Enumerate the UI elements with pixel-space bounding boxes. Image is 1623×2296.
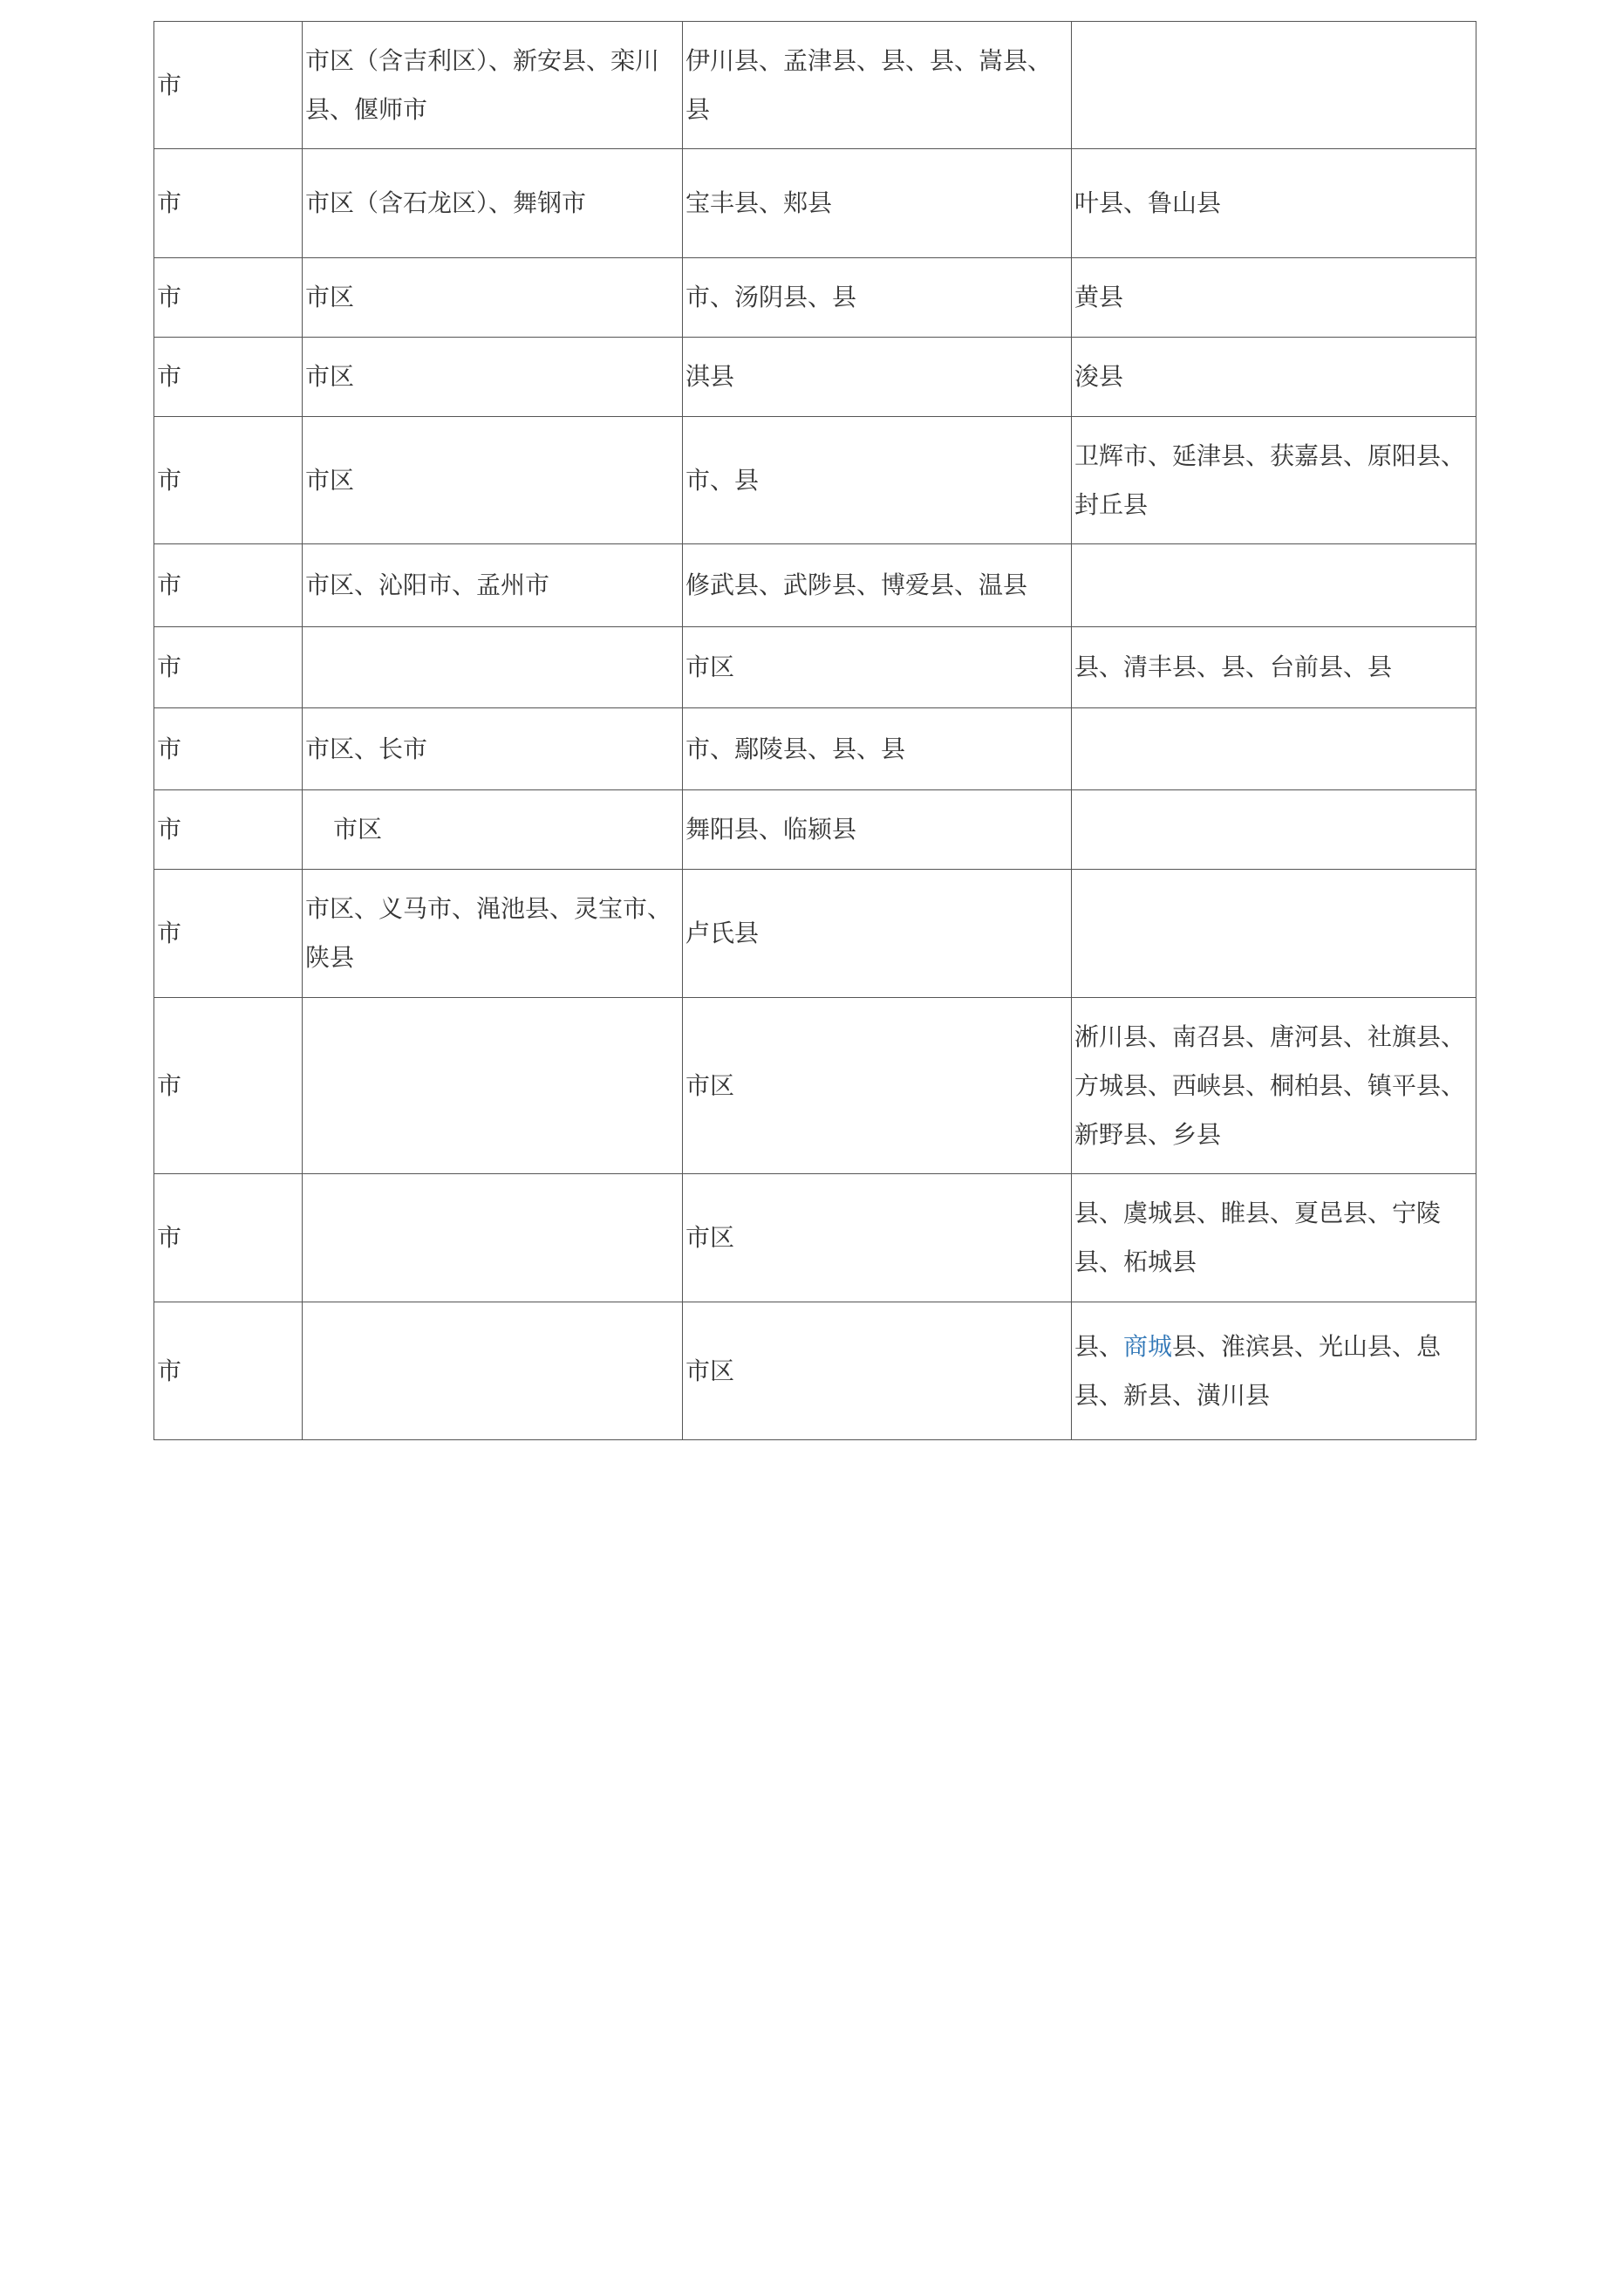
county-group-b-cell: 卢氏县: [683, 870, 1072, 998]
county-group-b-cell: 舞阳县、临颍县: [683, 790, 1072, 870]
urban-area-cell: 市区、沁阳市、孟州市: [303, 544, 683, 627]
urban-area-cell: [303, 1174, 683, 1302]
table-row: [154, 1174, 1476, 1302]
table-row: [154, 870, 1476, 998]
county-group-b-cell: 市、汤阴县、县: [683, 258, 1072, 338]
county-group-c-cell: [1072, 790, 1476, 870]
county-group-c-cell: [1072, 1302, 1476, 1440]
table-row: [154, 708, 1476, 790]
county-group-b-cell: 市、县: [683, 417, 1072, 544]
urban-area-text: 市区: [333, 815, 383, 844]
county-group-b-cell: 修武县、武陟县、博爱县、温县: [683, 544, 1072, 627]
county-group-b-cell: 伊川县、孟津县、县、县、嵩县、县: [683, 22, 1072, 149]
urban-area-cell: [303, 998, 683, 1174]
county-group-c-cell: 淅川县、南召县、唐河县、社旗县、方城县、西峡县、桐柏县、镇平县、新野县、乡县: [1072, 998, 1476, 1174]
county-text-pre: 县、: [1074, 1331, 1124, 1361]
urban-area-cell: 市区（含石龙区）、舞钢市: [303, 149, 683, 258]
urban-area-cell: [303, 1302, 683, 1440]
county-group-b-cell: 市区: [683, 627, 1072, 708]
county-group-c-cell: [1072, 870, 1476, 998]
city-cell: 市: [154, 338, 303, 417]
table-row: [154, 22, 1476, 149]
county-group-b-cell: 市区: [683, 1174, 1072, 1302]
city-cell: 市: [154, 22, 303, 149]
table-row: [154, 790, 1476, 870]
table-row: [154, 544, 1476, 627]
county-group-c-cell: [1072, 544, 1476, 627]
county-group-c-cell: 县、虞城县、睢县、夏邑县、宁陵县、柘城县: [1072, 1174, 1476, 1302]
county-group-c-cell: [1072, 708, 1476, 790]
county-group-c-cell: 黄县: [1072, 258, 1476, 338]
city-cell: 市: [154, 627, 303, 708]
county-group-b-cell: 市区: [683, 998, 1072, 1174]
county-text-post: 县、淮滨县、光山县、息县、新县、潢川县: [1074, 1331, 1442, 1410]
county-group-b-cell: 市区: [683, 1302, 1072, 1440]
county-group-c-cell: 卫辉市、延津县、获嘉县、原阳县、 封丘县: [1072, 417, 1476, 544]
urban-area-cell: 市区: [303, 338, 683, 417]
table-row: [154, 1302, 1476, 1440]
city-cell: 市: [154, 544, 303, 627]
urban-area-cell: 市区、长市: [303, 708, 683, 790]
highlighted-county-text: 商城: [1123, 1331, 1173, 1361]
city-cell: 市: [154, 708, 303, 790]
city-cell: 市: [154, 870, 303, 998]
city-cell: 市: [154, 417, 303, 544]
table-row: [154, 627, 1476, 708]
table-row: [154, 149, 1476, 258]
city-cell: 市: [154, 1174, 303, 1302]
urban-area-cell: 市区（含吉利区）、新安县、栾川县、偃师市: [303, 22, 683, 149]
city-cell: 市: [154, 790, 303, 870]
urban-area-cell: [303, 790, 683, 870]
county-group-c-cell: 叶县、鲁山县: [1072, 149, 1476, 258]
county-group-c-cell: 浚县: [1072, 338, 1476, 417]
region-table: [153, 21, 1476, 1440]
city-cell: 市: [154, 258, 303, 338]
table-row: [154, 998, 1476, 1174]
table-row: [154, 417, 1476, 544]
urban-area-cell: 市区: [303, 417, 683, 544]
city-cell: 市: [154, 149, 303, 258]
city-cell: 市: [154, 1302, 303, 1440]
urban-area-cell: [303, 627, 683, 708]
county-group-c-cell: 县、清丰县、县、台前县、县: [1072, 627, 1476, 708]
county-group-b-cell: 市、鄢陵县、县、县: [683, 708, 1072, 790]
urban-area-cell: 市区: [303, 258, 683, 338]
county-group-b-cell: 淇县: [683, 338, 1072, 417]
table-row: [154, 258, 1476, 338]
urban-area-cell: 市区、义马市、渑池县、灵宝市、 陕县: [303, 870, 683, 998]
city-cell: 市: [154, 998, 303, 1174]
table-row: [154, 338, 1476, 417]
county-group-c-cell: [1072, 22, 1476, 149]
county-group-b-cell: 宝丰县、郏县: [683, 149, 1072, 258]
